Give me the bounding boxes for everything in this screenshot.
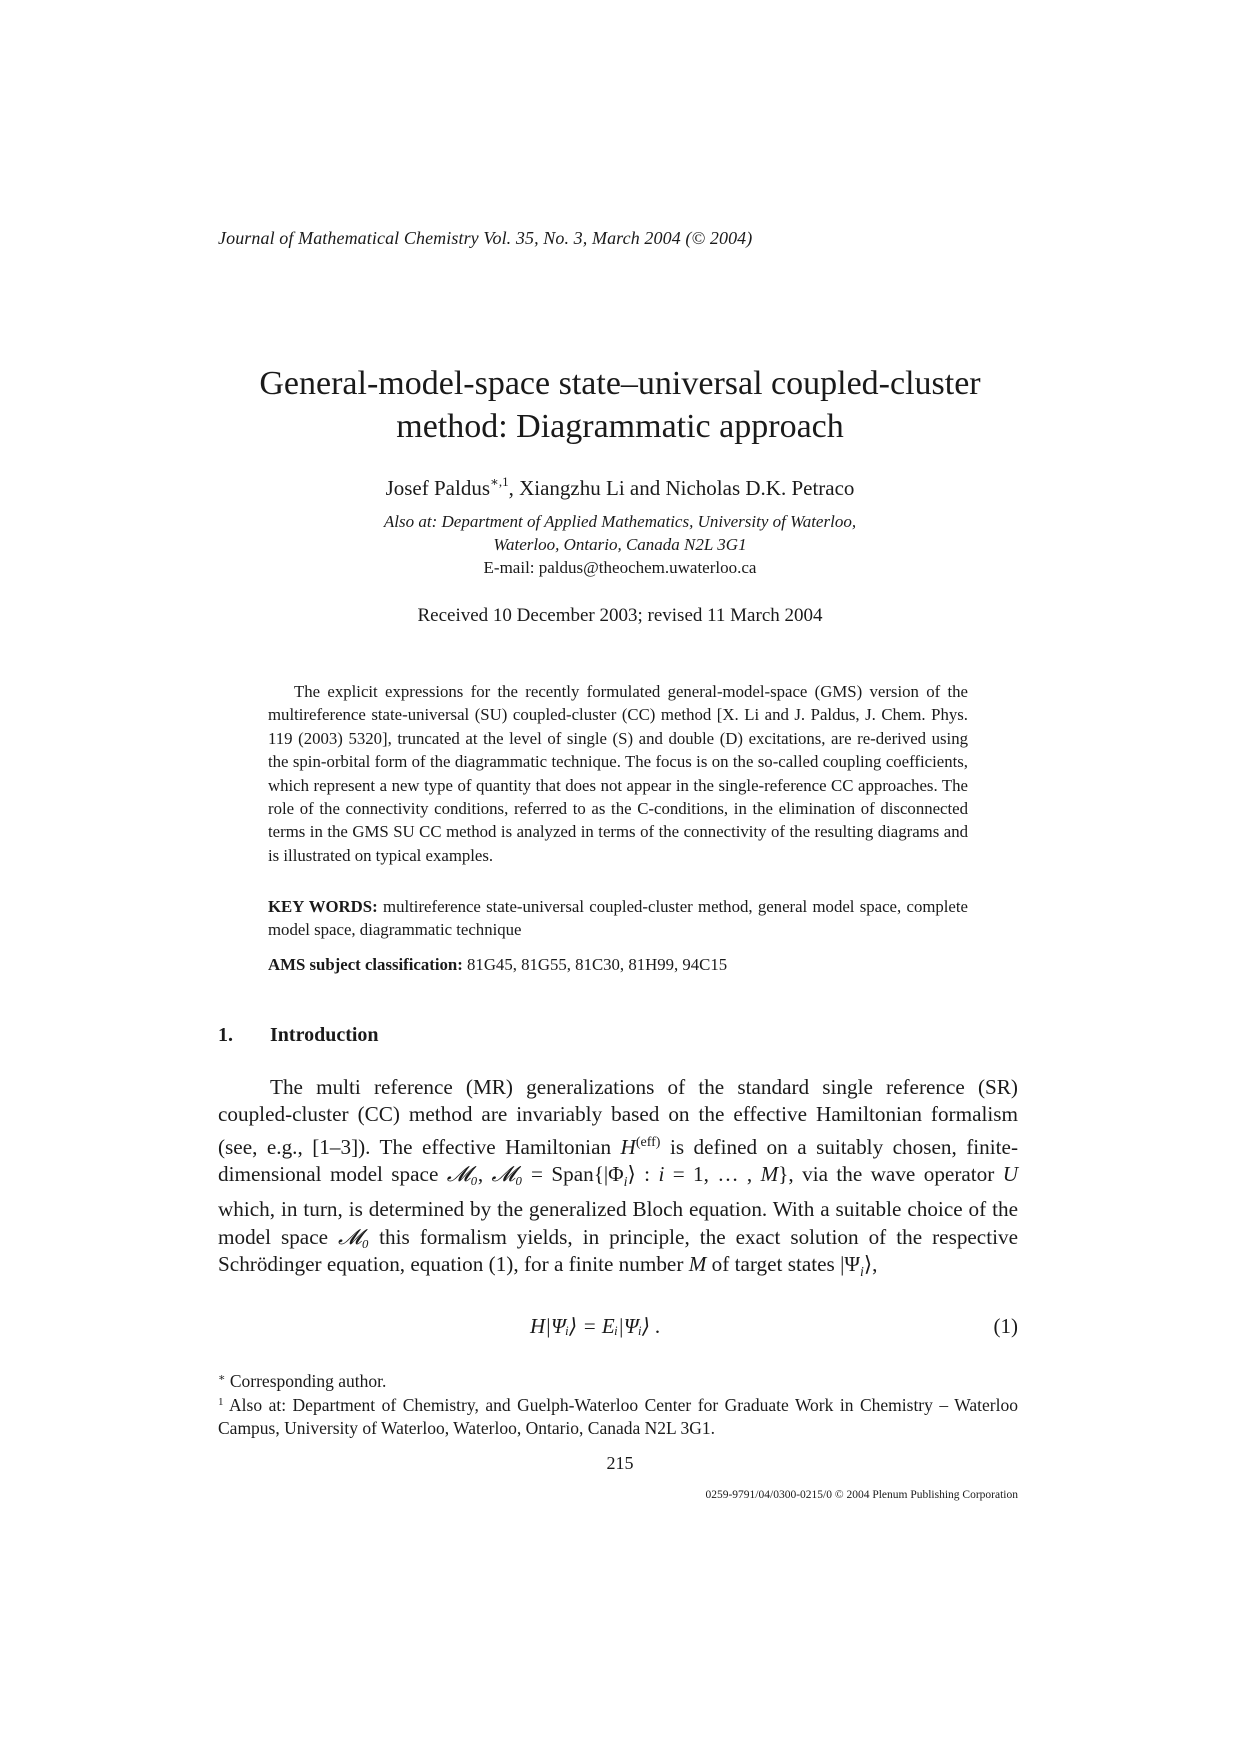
body-text-run: The multi reference (MR) generalizations of the standard single reference (SR) coupled-cluster (CC) method are invariably based on the effective Hamiltonian formalism (see, e.g., [1–3]). The effective Hamiltonian	[218, 1075, 1018, 1159]
author-list	[120, 476, 1120, 501]
math-m: M	[760, 1161, 779, 1186]
abstract: The explicit expressions for the recently formulated general-model-space (GMS) version of the multireference state-universal (SU) coupled-cluster (CC) method [X. Li and J. Paldus, J. Chem. Phys. 119 (2003) 5320], truncated at the level of single (S) and double (D) excitations, are re-derived using the spin-orbital form of the diagrammatic technique. The focus is on the so-called coupling coefficients, which represent a new type of quantity that does not appear in the single-reference CC approaches. The role of the connectivity conditions, referred to as the C-conditions, in the elimination of disconnected terms in the GMS SU CC method is analyzed in terms of the connectivity of the resulting diagrams and is illustrated on typical examples.	[268, 682, 968, 865]
author-email: E-mail: paldus@theochem.uwaterloo.ca	[483, 558, 757, 577]
equation-1: H|Ψᵢ⟩ = Eᵢ|Ψᵢ⟩ .	[530, 1314, 661, 1338]
math-model-space: 𝓜₀	[338, 1224, 370, 1249]
math-m: M	[688, 1252, 707, 1277]
ams-codes: 81G45, 81G55, 81C30, 81H99, 94C15	[467, 955, 728, 974]
math-u: U	[1002, 1161, 1019, 1186]
math-model-space: 𝓜₀	[491, 1161, 523, 1186]
copyright-line: 0259-9791/04/0300-0215/0 © 2004 Plenum Publishing Corporation	[705, 1489, 1018, 1501]
other-authors: , Xiangzhu Li and Nicholas D.K. Petraco	[508, 476, 855, 500]
body-text-run: this formalism yields, in principle, the exact solution of the respective Schrödinger equation, equation (1), for a finite number	[218, 1224, 1018, 1277]
affiliation	[120, 510, 1120, 579]
section-title: Introduction	[270, 1024, 379, 1046]
keywords-text: multireference state-universal coupled-cluster method, general model space, complete model space, diagrammatic technique	[268, 897, 968, 940]
ams-classification	[268, 953, 968, 976]
keywords-label: KEY WORDS:	[268, 897, 378, 916]
math-index: i	[859, 1265, 864, 1281]
body-text-run: ⟩ :	[627, 1161, 659, 1186]
body-text-run: ⟩,	[863, 1252, 878, 1277]
body-text-run: }, via the wave operator	[778, 1161, 1003, 1186]
section-number: 1.	[218, 1024, 233, 1046]
footnote-corresponding	[218, 1370, 1018, 1394]
body-text-run: which, in turn, is determined by the generalized Bloch equation. With a suitable choice of the model space	[218, 1197, 1018, 1249]
journal-header: Journal of Mathematical Chemistry Vol. 35, No. 3, March 2004 (© 2004)	[218, 228, 753, 248]
math-h: H	[620, 1134, 636, 1159]
body-text-run: of target states |Ψ	[706, 1252, 860, 1277]
received-dates: Received 10 December 2003; revised 11 March 2004	[417, 605, 823, 626]
body-text-run: = Span{|Φ	[522, 1161, 624, 1186]
page-number: 215	[606, 1453, 634, 1473]
math-index: i	[623, 1175, 628, 1191]
keywords	[268, 895, 968, 942]
footnote-text: Corresponding author.	[225, 1371, 387, 1391]
ams-label: AMS subject classification:	[268, 955, 463, 974]
equation-number: (1)	[993, 1314, 1018, 1338]
section-heading	[218, 1024, 379, 1047]
affiliation-line-2: Waterloo, Ontario, Canada N2L 3G1	[493, 535, 747, 554]
title-line-2: method: Diagrammatic approach	[396, 408, 844, 445]
title-line-1: General-model-space state–universal coupled-cluster	[259, 365, 981, 402]
footnote-1	[218, 1394, 1018, 1441]
body-text-run: ,	[477, 1161, 492, 1186]
math-model-space: 𝓜₀	[446, 1161, 478, 1186]
footnote-text: Also at: Department of Chemistry, and Guelph-Waterloo Center for Graduate Work in Chemistry – Waterloo Campus, University of Waterloo, Waterloo, Ontario, Canada N2L 3G1.	[218, 1394, 1018, 1438]
author-1-marks: ∗,1	[490, 474, 509, 489]
intro-paragraph	[218, 1074, 1018, 1287]
author-1: Josef Paldus	[385, 476, 490, 500]
paper-title	[120, 362, 1120, 448]
affiliation-line-1: Also at: Department of Applied Mathematics, University of Waterloo,	[383, 512, 857, 531]
math-eff: (eff)	[635, 1134, 661, 1150]
footnote-mark: ∗	[218, 1372, 226, 1384]
body-text-run: = 1, … ,	[664, 1161, 761, 1186]
footnote-mark: 1	[218, 1395, 224, 1408]
math-index: i	[658, 1161, 665, 1186]
footnotes	[218, 1370, 1018, 1441]
body-text-run: is defined on a suitably chosen, finite-dimensional model space	[218, 1134, 1018, 1186]
